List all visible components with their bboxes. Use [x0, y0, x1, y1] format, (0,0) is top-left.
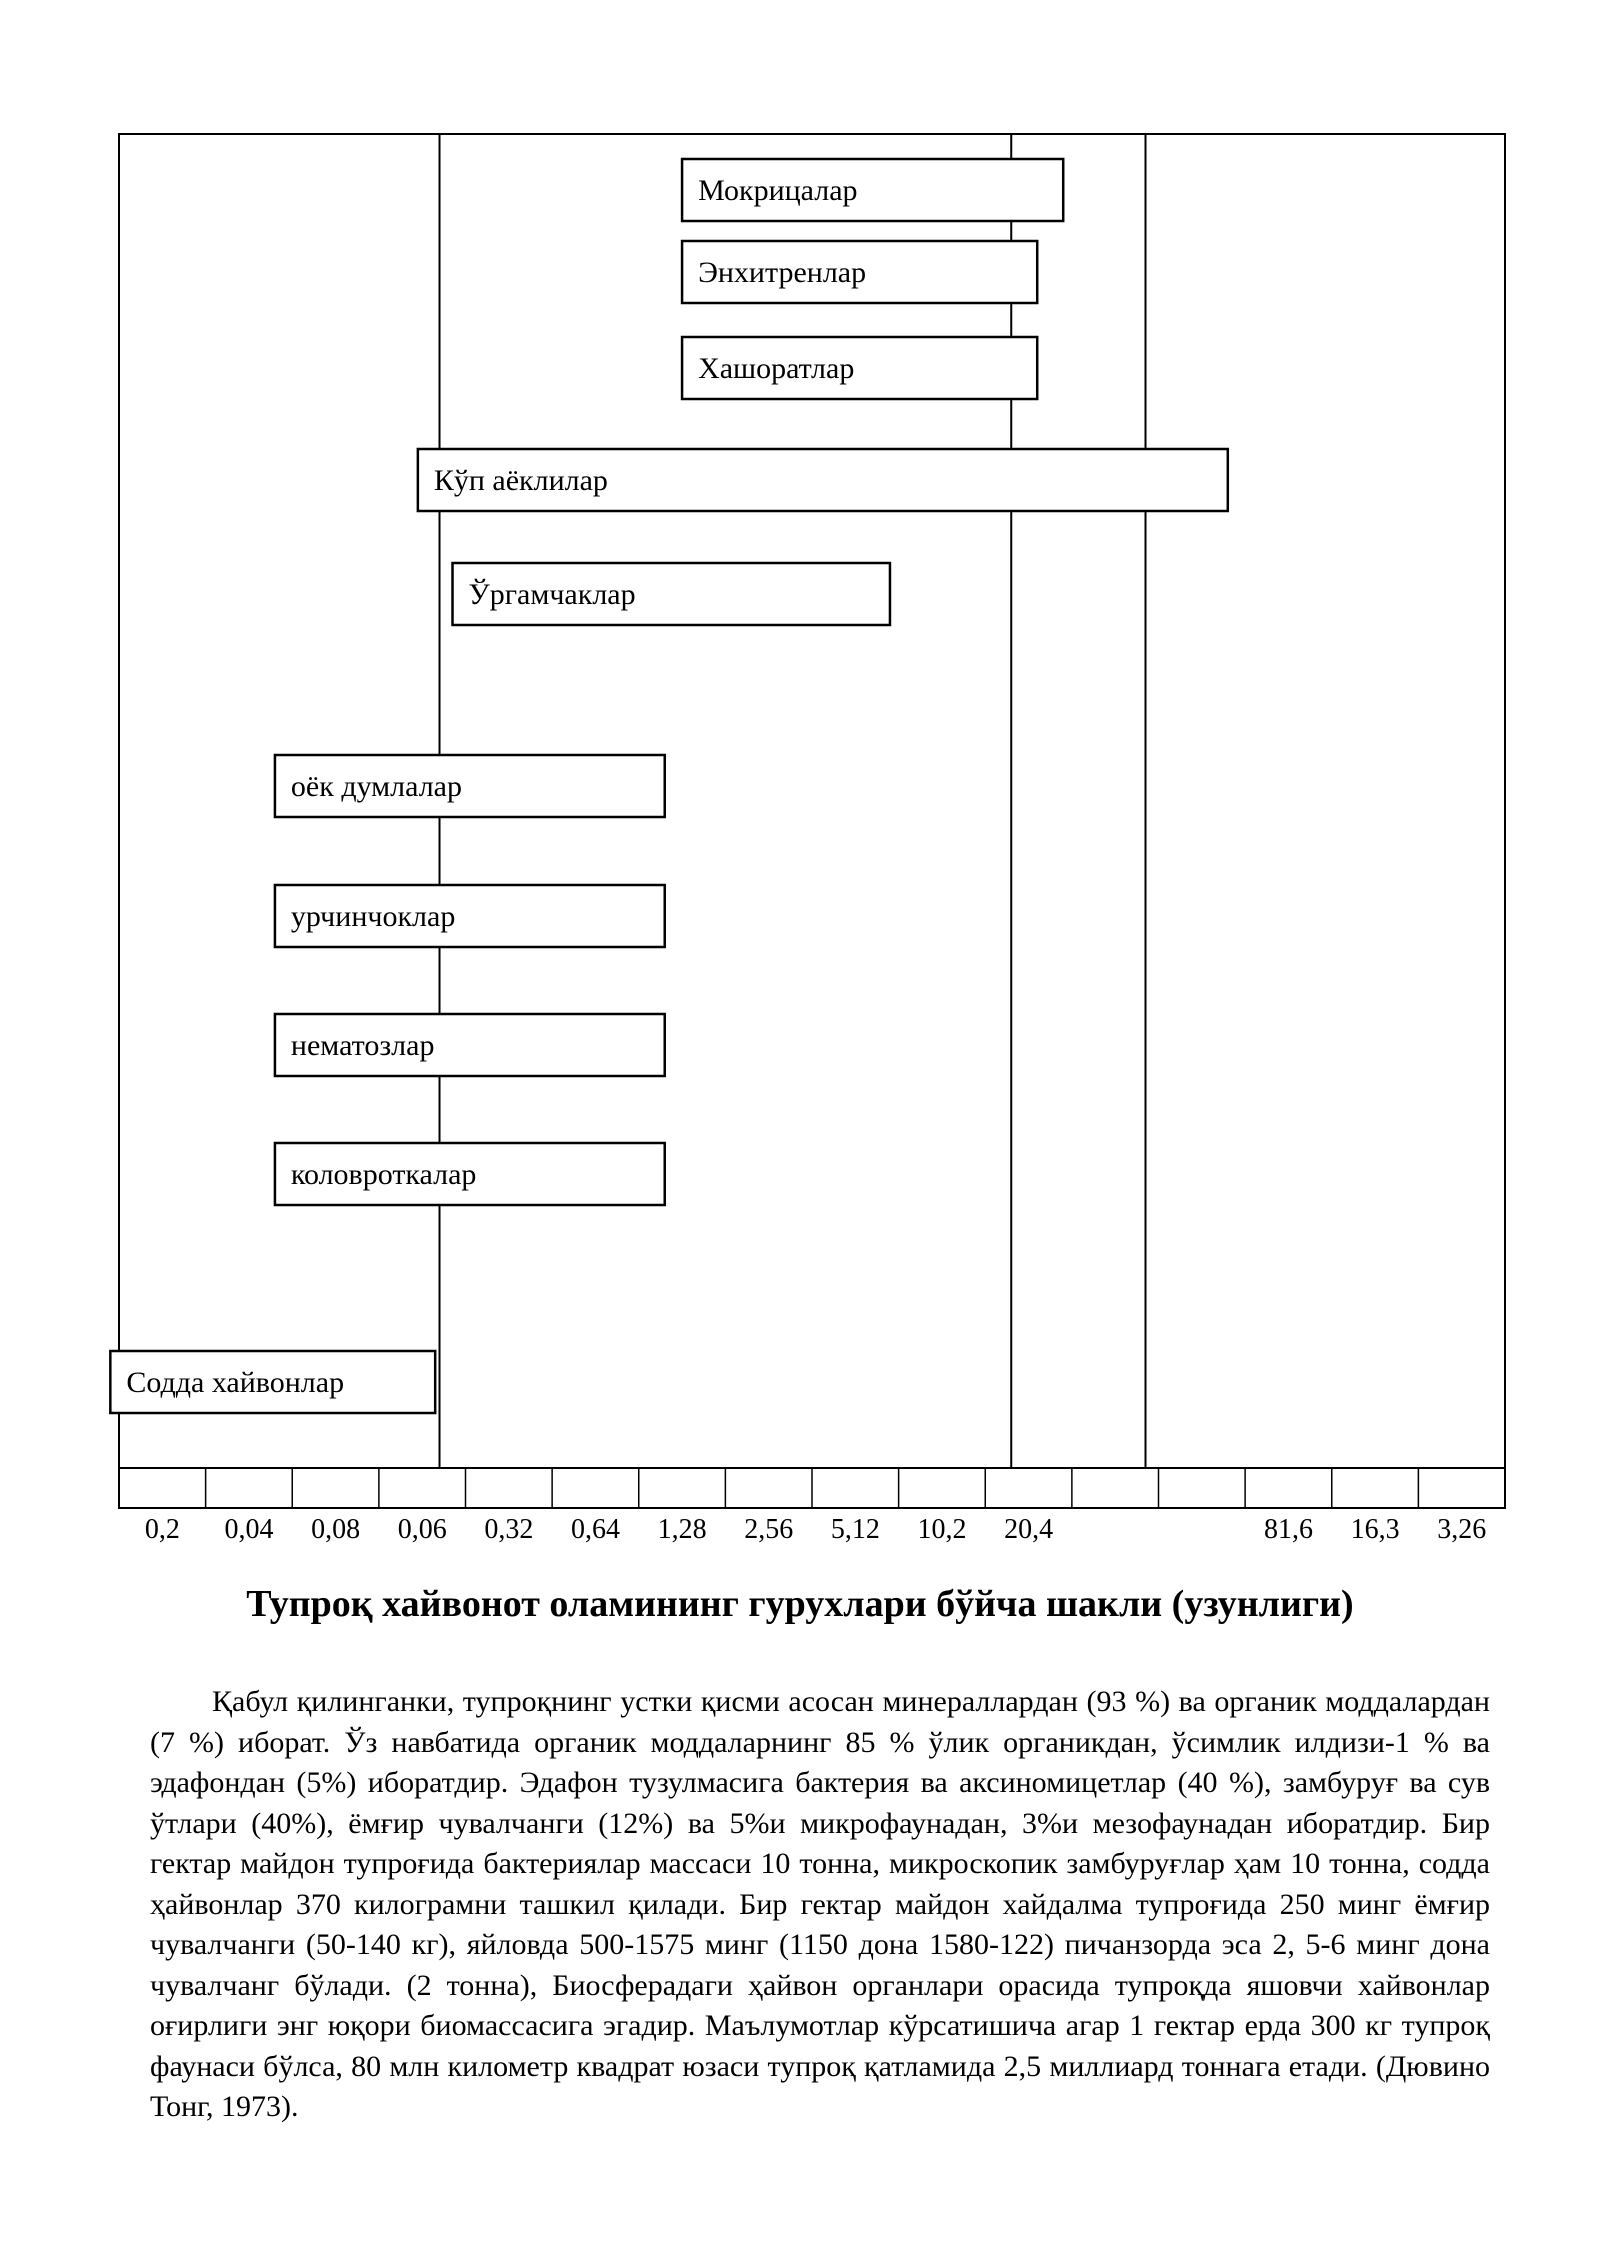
bar-label: Ўргамчаклар — [468, 578, 636, 611]
tick-label: 0,32 — [484, 1514, 534, 1545]
tick-label: 0,04 — [224, 1514, 274, 1545]
bar-label: Кўп аёклилар — [433, 464, 608, 497]
bar-group — [275, 885, 665, 947]
tick-label: 1,28 — [657, 1514, 707, 1545]
bar-label: оёк думлалар — [290, 770, 463, 803]
bar-group — [682, 159, 1063, 221]
bar-group — [418, 449, 1228, 511]
bar-label: урчинчоклар — [290, 900, 456, 933]
tick-label: 20,4 — [1004, 1514, 1054, 1545]
tick-label: 10,2 — [917, 1514, 967, 1545]
bar-label: коловроткалар — [290, 1158, 477, 1191]
bar-group — [275, 1143, 665, 1205]
tick-label: 16,3 — [1350, 1514, 1400, 1545]
bar-label: Хашоратлар — [698, 352, 855, 385]
bars-group — [110, 159, 1227, 1413]
bar-group — [453, 563, 890, 625]
bar-group — [275, 755, 665, 817]
bar-group — [682, 337, 1037, 399]
tick-label: 81,6 — [1263, 1514, 1313, 1545]
chart-title: Тупроқ хайвонот оламининг гурухлари бўйча шакли (узунлиги) — [246, 1583, 1354, 1625]
tick-label: 0,06 — [397, 1514, 447, 1545]
x-axis-scale — [119, 1468, 1505, 1508]
bar-label: Мокрицалар — [698, 174, 858, 207]
bar-group — [682, 241, 1037, 303]
bar-group — [275, 1014, 665, 1076]
tick-label: 2,56 — [744, 1514, 794, 1545]
tick-label: 0,64 — [570, 1514, 620, 1545]
bar-group — [110, 1351, 435, 1413]
tick-label: 0,08 — [311, 1514, 361, 1545]
bar-label: Содда хайвонлар — [126, 1366, 345, 1399]
body-paragraph: Қабул қилинганки, тупроқнинг устки қисми асосан минераллардан (93 %) ва органик моддалардан (7 %) иборат. Ўз навбатида органик моддаларнинг 85 % ўлик органикдан, ўсимлик илдизи-1 % ва эдафондан (5%) иборатдир. Эдафон тузулмасига бактерия ва аксиномицетлар (40 %), замбуруғ ва сув ўтлари (40%), ёмғир чувалчанги (12%) ва 5%и микрофаунадан, 3%и мезофаунадан иборатдир. Бир гектар майдон тупроғида бактериялар массаси 10 тонна, микроскопик замбуруғлар ҳам 10 тонна, содда ҳайвонлар 370 килограмни ташкил қилади. Бир гектар майдон хайдалма тупроғида 250 минг ёмғир чувалчанги (50-140 кг), яйловда 500-1575 минг (1150 дона 1580-122) пичанзорда эса 2, 5-6 минг дона чувалчанг бўлади. (2 тонна), Биосферадаги ҳайвон органлари орасида тупроқда яшовчи хайвонлар оғирлиги энг юқори биомассасига эгадир. Маълумотлар кўрсатишича агар 1 гектар ерда 300 кг тупроқ фаунаси бўлса, 80 млн километр квадрат юзаси тупроқ қатламида 2,5 миллиард тоннага етади. (Дювино Тонг, 1973). — [150, 1685, 1490, 2123]
x-axis-tick-labels — [145, 1514, 1486, 1545]
bar-label: нематозлар — [290, 1029, 435, 1062]
tick-label: 0,2 — [144, 1514, 180, 1545]
bar-label: Энхитренлар — [698, 256, 867, 289]
tick-label: 3,26 — [1437, 1514, 1487, 1545]
tick-label: 5,12 — [830, 1514, 880, 1545]
